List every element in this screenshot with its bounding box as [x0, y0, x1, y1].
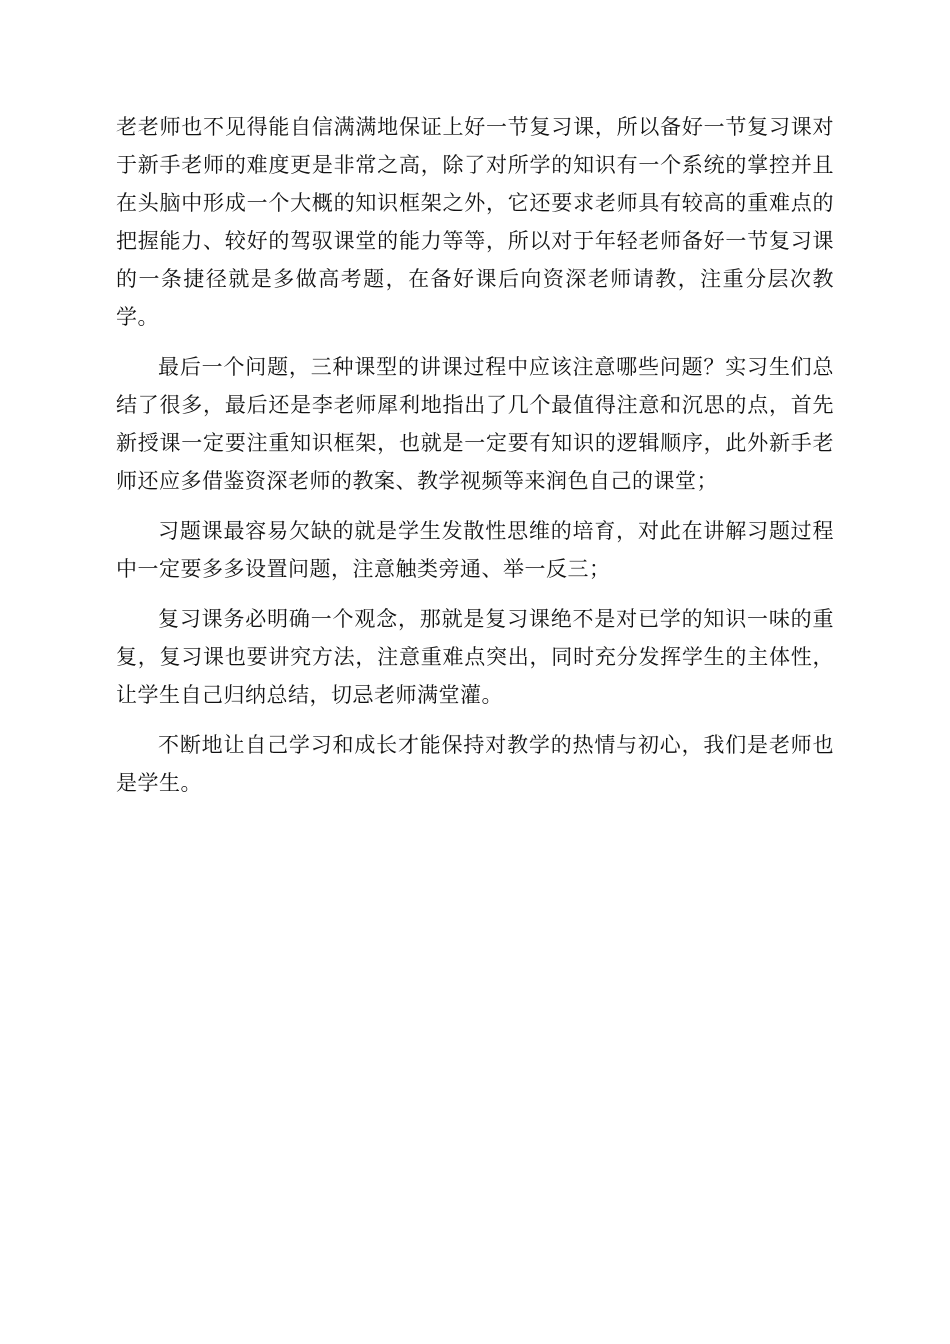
document-body [116, 108, 834, 814]
paragraph-4: 复习课务必明确一个观念，那就是复习课绝不是对已学的知识一味的重复，复习课也要讲究方法，注意重难点突出，同时充分发挥学生的主体性，让学生自己归纳总结，切忌老师满堂灌。 [116, 607, 834, 707]
paragraph-1: 老老师也不见得能自信满满地保证上好一节复习课，所以备好一节复习课对于新手老师的难度更是非常之高，除了对所学的知识有一个系统的掌控并且在头脑中形成一个大概的知识框架之外，它还要求老师具有较高的重难点的把握能力、较好的驾驭课堂的能力等等，所以对于年轻老师备好一节复习课的一条捷径就是多做高考题，在备好课后向资深老师请教，注重分层次教学。 [116, 115, 834, 329]
paragraph-5: 不断地让自己学习和成长才能保持对教学的热情与初心，我们是老师也是学生。 [116, 733, 834, 795]
paragraph-3: 习题课最容易欠缺的就是学生发散性思维的培育，对此在讲解习题过程中一定要多多设置问题，注意触类旁通、举一反三； [116, 519, 834, 581]
paragraph-2: 最后一个问题，三种课型的讲课过程中应该注意哪些问题？实习生们总结了很多，最后还是李老师犀利地指出了几个最值得注意和沉思的点，首先新授课一定要注重知识框架，也就是一定要有知识的逻辑顺序，此外新手老师还应多借鉴资深老师的教案、教学视频等来润色自己的课堂； [116, 355, 834, 493]
